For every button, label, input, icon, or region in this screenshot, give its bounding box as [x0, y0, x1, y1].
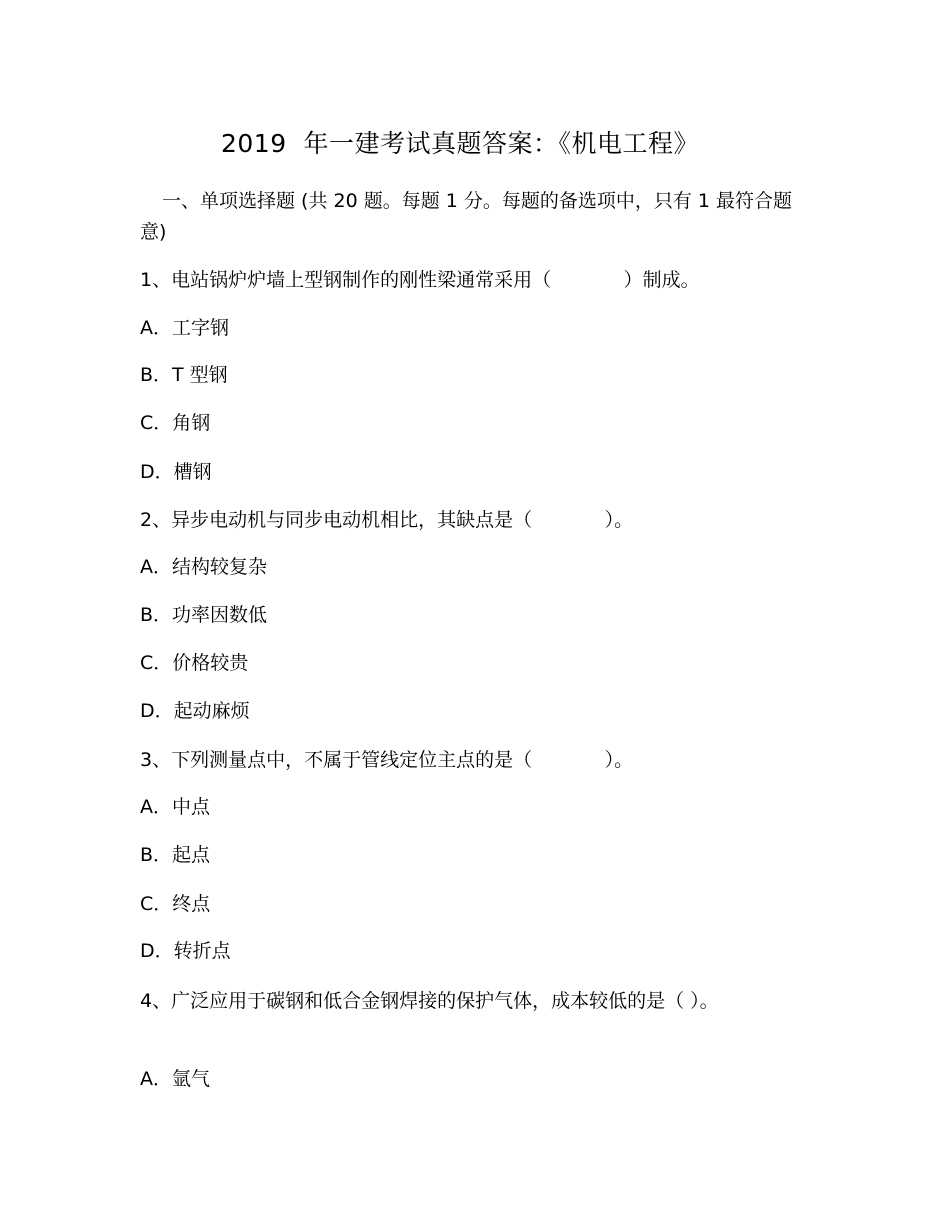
question-1-stem: 1、电站锅炉炉墙上型钢制作的刚性梁通常采用（ ）制成。 — [140, 269, 700, 291]
question-3-option-a: A．中点 — [140, 796, 210, 818]
question-2-option-b: B．功率因数低 — [140, 604, 268, 626]
question-1-option-c: C．角钢 — [140, 412, 211, 434]
question-2-stem: 2、异步电动机与同步电动机相比，其缺点是（ ）。 — [140, 509, 634, 531]
question-4-stem: 4、广泛应用于碳钢和低合金钢焊接的保护气体，成本较低的是（ ）。 — [140, 990, 719, 1012]
section-heading: 一、单项选择题 (共 20 题。每题 1 分。每题的备选项中，只有 1 最符合题意) — [140, 190, 793, 243]
document-title: 2019 年一建考试真题答案：《机电工程》 — [220, 129, 700, 158]
question-2-option-d: D．起动麻烦 — [140, 700, 250, 722]
question-1-option-a: A．工字钢 — [140, 317, 229, 339]
question-3-option-d: D．转折点 — [140, 940, 231, 962]
question-4-option-a: A．氩气 — [140, 1068, 210, 1090]
question-1-option-d: D．槽钢 — [140, 461, 212, 483]
question-3-stem: 3、下列测量点中，不属于管线定位主点的是（ ）。 — [140, 749, 634, 771]
question-1-option-b: B．T 型钢 — [140, 364, 228, 386]
question-3-option-b: B．起点 — [140, 844, 211, 866]
question-2-option-a: A．结构较复杂 — [140, 556, 267, 578]
question-2-option-c: C．价格较贵 — [140, 652, 249, 674]
question-3-option-c: C．终点 — [140, 893, 211, 915]
